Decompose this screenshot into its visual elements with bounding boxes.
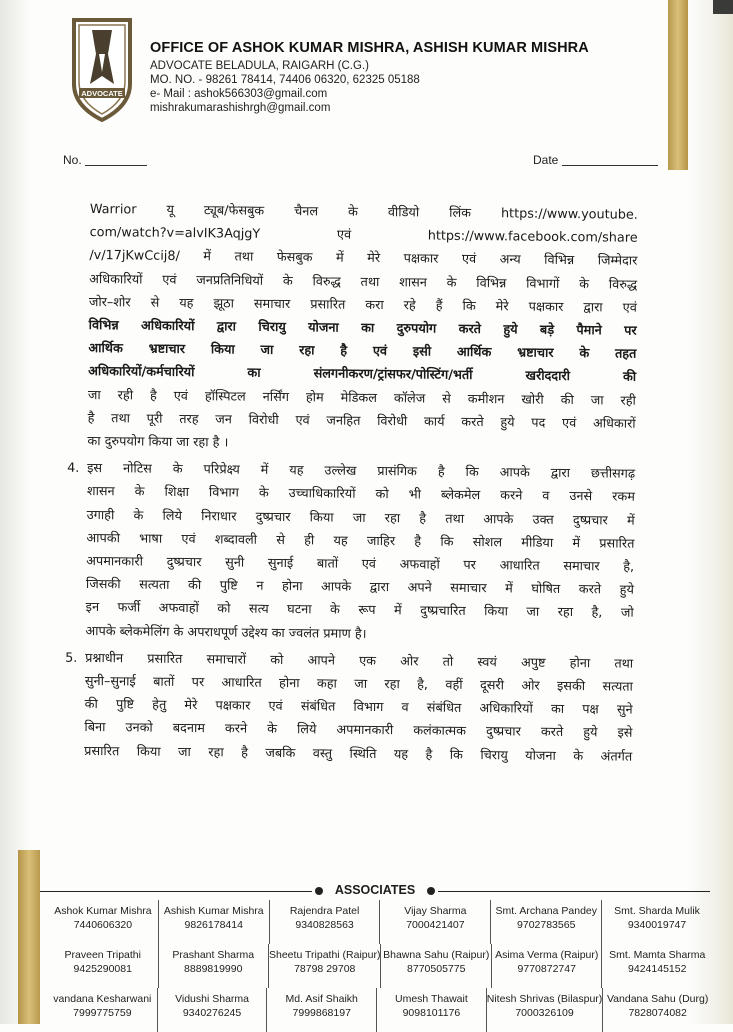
associate-name: Smt. Mamta Sharma [609, 949, 706, 961]
associate-phone: 9425290081 [73, 963, 132, 975]
associate-phone: 78798 29708 [294, 963, 356, 975]
associate-name: Rajendra Patel [289, 905, 360, 917]
associates-row [48, 944, 712, 988]
associate-phone: 9424145152 [628, 963, 687, 975]
associate-name: Praveen Tripathi [64, 949, 141, 961]
logo-text: ADVOCATE [81, 89, 123, 98]
date-label: Date [533, 153, 559, 167]
advocate-logo [70, 14, 134, 122]
text-line: सुनी–सुनाई बातों पर आधारित होना कहा जा रहा है, वहीं दूसरी ओर इसकी सत्यता [84, 674, 633, 695]
mobile-numbers: MO. NO. - 98261 78414, 74406 06320, 62325 05188 [150, 74, 420, 86]
associate-entry [48, 944, 158, 988]
background-corner [713, 0, 733, 14]
text-line: का दुरुपयोग किया जा रहा है । [87, 434, 229, 451]
reference-number-field [63, 153, 147, 167]
associate-phone: 9340276245 [182, 1007, 242, 1019]
text-line: प्रश्नाधीन प्रसारित समाचारों को आपने एक ओर तो स्वयं अपुष्ट होना तथा [85, 650, 634, 672]
text-line: जोर–शोर से यह झूठा समाचार प्रसारित करा रहे हैं कि मेरे पक्षकार द्वारा एवं [88, 294, 637, 316]
associate-entry [486, 988, 603, 1032]
associate-phone: 8889819990 [184, 963, 243, 975]
text-line: जा रही है एवं हॉस्पिटल नर्सिंग होम मेडिकल कॉलेज से कमीशन खोरी की जा रही [87, 387, 636, 409]
text-line: अधिकारियों एवं जनप्रतिनिधियों के विरुद्ध तथा शासन के विभिन्न विभागों के विरुद्ध [89, 271, 638, 293]
letter-body [65, 198, 638, 773]
associate-entry [491, 944, 602, 988]
text-line: /v/17jKwCcij8/ में तथा फेसबुक में मेरे पक्षकार एवं अन्य विभिन्न जिम्मेदार [89, 248, 638, 270]
associates-title: ASSOCIATES [334, 883, 416, 897]
associate-name: Sheetu Tripathi (Raipur) [269, 949, 381, 961]
associate-phone: 9340828563 [295, 919, 354, 931]
text-line: जिसकी सत्यता की पुष्टि न होना आपके द्वारा अपने समाचार में घोषित करते हुये [85, 577, 634, 598]
text-line: है तथा पूरी तरह जन विरोधी एवं जनहित विरोधी कार्य करते हुये पद एवं अधिकारों [87, 410, 636, 432]
associate-phone: 7440606320 [73, 919, 133, 931]
reference-number-blank [85, 165, 147, 166]
text-line: की पुष्टि हेतु मेरे पक्षकार एवं संबंधित विभाग व संबंधित अधिकारियों का पक्ष सुने [84, 697, 633, 718]
advocate-shield-icon [70, 14, 134, 122]
associate-name: Vandana Sahu (Durg) [606, 993, 709, 1005]
associate-entry [379, 900, 490, 944]
text-line: बिना उनको बदनाम करने के लिये अपमानकारी कलंकात्मक दुष्प्रचार करते हुये इसे [84, 720, 633, 742]
associate-name: Ashok Kumar Mishra [54, 905, 152, 917]
associate-name: Nitesh Shrivas (Bilaspur) [486, 993, 603, 1005]
text-line: अधिकारियों/कर्मचारियों का संलगनीकरण/ट्रांसफर/पोस्टिंग/भर्ती खरीददारी की [88, 364, 637, 386]
associates-row [48, 900, 712, 944]
associate-name: Vijay Sharma [404, 905, 467, 917]
reference-number-label: No. [63, 153, 82, 167]
binder-strip-bottom [18, 850, 40, 1024]
text-line: विभिन्न अधिकारियों द्वारा चिरायु योजना का दुरुपयोग करते हुये बड़े पैमाने पर [88, 318, 637, 339]
text-line: com/watch?v=alvIK3AqjgY एवं https://www.facebook.com/share [89, 225, 638, 246]
associate-entry [380, 944, 491, 988]
text-line: प्रसारित किया जा रहा है जबकि वस्तु स्थिति यह है कि चिरायु योजना के अंतर्गत [84, 743, 633, 765]
associate-name: Smt. Archana Pandey [495, 905, 597, 917]
divider [438, 891, 710, 892]
associate-name: Vidushi Sharma [175, 993, 249, 1005]
associate-phone: 9098101176 [402, 1007, 461, 1019]
associates-row [48, 988, 712, 1032]
text-line: आपके ब्लेकमेलिंग के अपराधपूर्ण उद्देश्य का ज्वलंत प्रमाण है। [85, 623, 367, 642]
associate-entry [602, 988, 712, 1032]
text-line: Warrior यू ट्यूब/फेसबुक चैनल के वीडियो लिंक https://www.youtube. [89, 201, 638, 223]
page-edge-right [687, 0, 733, 1024]
associate-phone: 7999775759 [73, 1007, 132, 1019]
bullet-icon [427, 887, 435, 895]
associate-name: Asima Verma (Raipur) [495, 949, 599, 961]
text-line: इस नोटिस के परिप्रेक्ष्य में यह उल्लेख प्रासंगिक है कि आपके द्वारा छत्तीसगढ़ [87, 461, 636, 482]
associate-entry [601, 944, 712, 988]
associate-phone: 8770505775 [407, 963, 466, 975]
binder-strip-top [668, 0, 688, 170]
associate-entry [157, 988, 267, 1032]
paragraph-number: 4. [67, 461, 80, 477]
paragraph-4 [67, 457, 636, 648]
associate-name: vandana Kesharwani [53, 993, 152, 1005]
associate-name: Smt. Sharda Mulik [614, 905, 700, 917]
paragraph-number: 5. [65, 650, 78, 666]
associate-entry [490, 900, 601, 944]
associate-phone: 7000421407 [406, 919, 465, 931]
paragraph-3 [87, 198, 638, 459]
associates-list [48, 900, 712, 1032]
associate-phone: 9340019747 [627, 919, 687, 931]
associate-entry [269, 900, 380, 944]
associate-entry [158, 900, 269, 944]
associate-phone: 7000326109 [515, 1007, 574, 1019]
text-line: शासन के शिक्षा विभाग के उच्चाधिकारियों को भी ब्लेकमेल करने व उनसे रकम [86, 484, 635, 506]
associate-entry [601, 900, 712, 944]
associate-phone: 7828074082 [628, 1007, 687, 1019]
associates-header [40, 883, 710, 899]
text-line: आपकी भाषा एवं शब्दावली से ही यह जाहिर है कि सोशल मीडिया में प्रसारित [86, 530, 635, 552]
associate-entry [268, 944, 380, 988]
office-title: OFFICE OF ASHOK KUMAR MISHRA, ASHISH KUMAR MISHRA [150, 40, 589, 56]
associate-name: Ashish Kumar Mishra [163, 905, 264, 917]
text-line: उगाही के लिये निराधार दुष्प्रचार किया जा रहा है तथा आपके उक्त दुष्प्रचार में [86, 507, 635, 529]
associate-entry [376, 988, 486, 1032]
associate-entry [48, 900, 158, 944]
associate-phone: 9702783565 [517, 919, 576, 931]
associate-entry [266, 988, 376, 1032]
associate-phone: 7999868197 [292, 1007, 351, 1019]
associate-phone: 9770872747 [517, 963, 576, 975]
associate-entry [158, 944, 269, 988]
paragraph-5 [65, 647, 634, 769]
associate-entry [48, 988, 157, 1032]
date-field [533, 153, 658, 167]
associate-name: Bhawna Sahu (Raipur) [383, 949, 490, 961]
associate-name: Prashant Sharma [172, 949, 255, 961]
text-line: आर्थिक भ्रष्टाचार किया जा रहा है एवं इसी आर्थिक भ्रष्टाचार के तहत [88, 341, 637, 362]
associate-phone: 9826178414 [184, 919, 243, 931]
associate-name: Umesh Thawait [395, 993, 468, 1005]
advocate-designation: ADVOCATE BELADULA, RAIGARH (C.G.) [150, 60, 369, 72]
text-line: अपमानकारी दुष्प्रचार सुनी सुनाई बातों एवं अफवाहों पर आधारित समाचार है, [86, 554, 635, 575]
associate-name: Md. Asif Shaikh [285, 993, 358, 1005]
text-line: इन फर्जी अफवाहों को सत्य घटना के रूप में दुष्प्रचारित किया जा रहा है, जो [85, 600, 634, 622]
email-primary: e- Mail : ashok566303@gmail.com [150, 88, 328, 100]
email-secondary: mishrakumarashishrgh@gmail.com [150, 102, 331, 114]
date-blank [562, 165, 658, 166]
